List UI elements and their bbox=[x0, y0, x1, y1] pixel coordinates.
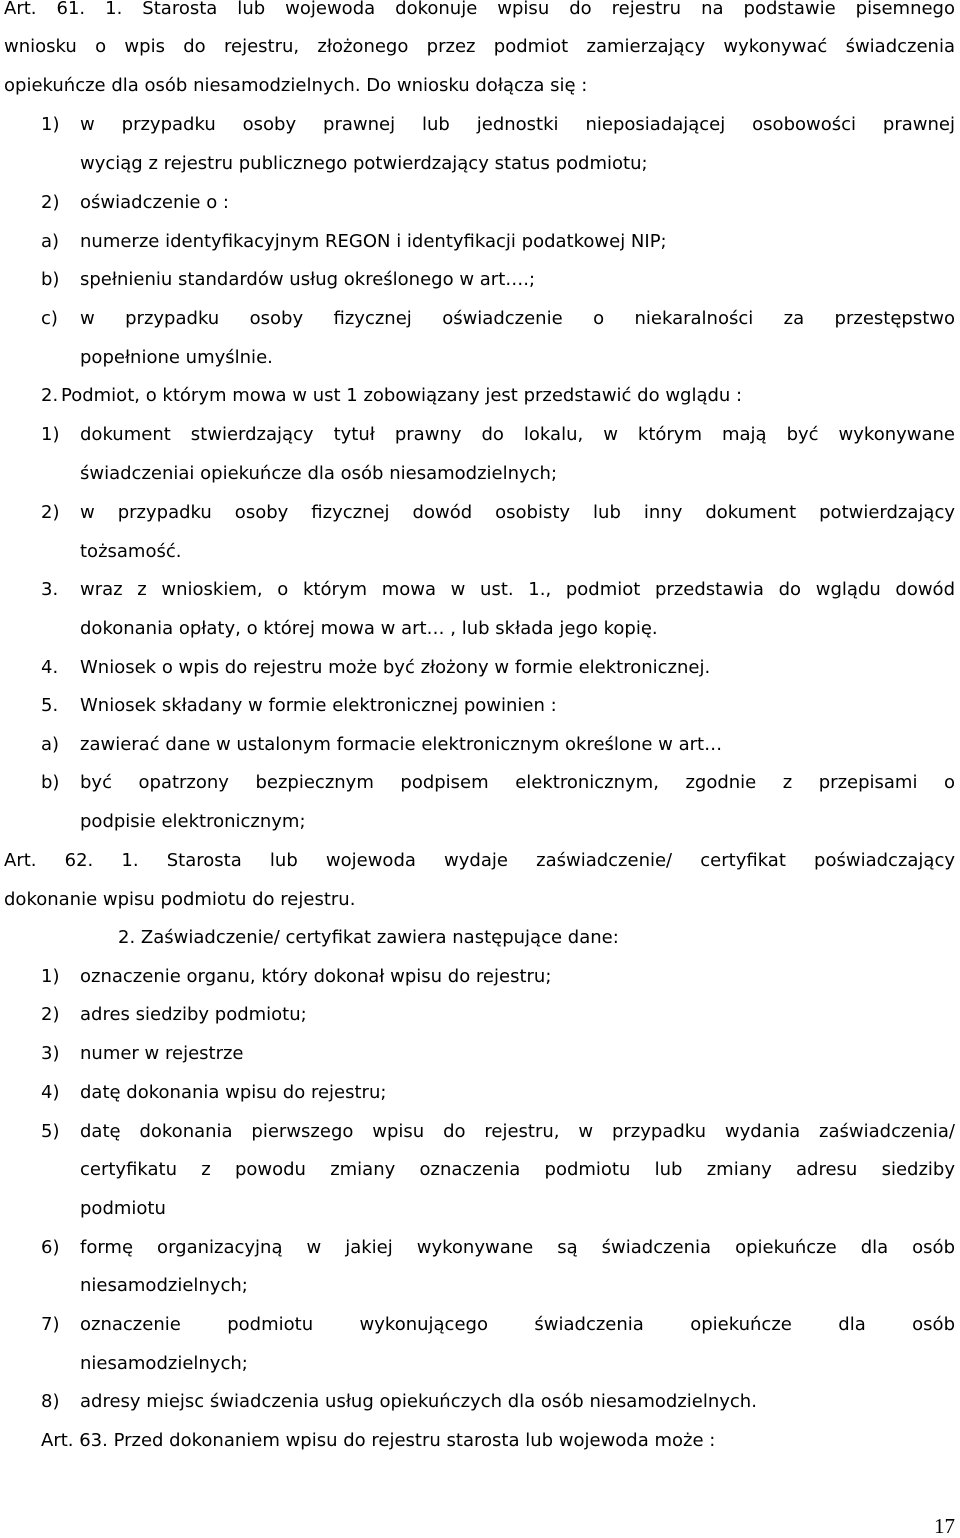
list-marker: 1) bbox=[41, 424, 60, 445]
list-marker: b) bbox=[41, 772, 60, 793]
line-text: opiekuńcze dla osób niesamodzielnych. Do wniosku dołącza się : bbox=[4, 75, 588, 96]
text-line bbox=[0, 152, 960, 176]
list-marker: 1) bbox=[41, 114, 60, 135]
page-number: 17 bbox=[934, 1514, 955, 1538]
line-text: adres siedziby podmiotu; bbox=[80, 1004, 307, 1025]
line-text: podpisie elektronicznym; bbox=[80, 811, 306, 832]
text-line bbox=[0, 1197, 960, 1221]
list-marker: b) bbox=[41, 269, 60, 290]
text-line bbox=[0, 1003, 960, 1027]
text-line bbox=[0, 1274, 960, 1298]
text-line bbox=[0, 230, 960, 254]
line-text: numer w rejestrze bbox=[80, 1043, 244, 1064]
line-text: 2. Zaświadczenie/ certyfikat zawiera następujące dane: bbox=[118, 927, 619, 948]
list-marker: 3) bbox=[41, 1043, 60, 1064]
text-line bbox=[0, 1236, 960, 1260]
text-line bbox=[0, 191, 960, 215]
text-line bbox=[0, 578, 960, 602]
text-line bbox=[0, 307, 960, 331]
text-line bbox=[0, 926, 960, 950]
text-line bbox=[0, 810, 960, 834]
text-line bbox=[0, 617, 960, 641]
line-text: oświadczenie o : bbox=[80, 192, 229, 213]
line-text: być opatrzony bezpiecznym podpisem elektronicznym, zgodnie z przepisami o bbox=[80, 772, 955, 793]
line-text: w przypadku osoby fizycznej oświadczenie o niekaralności za przestępstwo bbox=[80, 308, 955, 329]
line-text: datę dokonania wpisu do rejestru; bbox=[80, 1082, 387, 1103]
line-text: Wniosek składany w formie elektronicznej powinien : bbox=[80, 695, 557, 716]
line-text: Art. 62. 1. Starosta lub wojewoda wydaje zaświadczenie/ certyfikat poświadczający bbox=[4, 850, 955, 871]
text-line bbox=[0, 694, 960, 718]
line-text: dokonanie wpisu podmiotu do rejestru. bbox=[4, 889, 356, 910]
text-line bbox=[0, 113, 960, 137]
list-marker: 5) bbox=[41, 1121, 60, 1142]
line-text: niesamodzielnych; bbox=[80, 1353, 248, 1374]
line-text: w przypadku osoby prawnej lub jednostki nieposiadającej osobowości prawnej bbox=[80, 114, 955, 135]
list-marker: 8) bbox=[41, 1391, 60, 1412]
list-marker: 5. bbox=[41, 695, 59, 716]
text-line bbox=[0, 733, 960, 757]
list-marker: 2) bbox=[41, 192, 60, 213]
line-text: popełnione umyślnie. bbox=[80, 347, 273, 368]
text-line bbox=[0, 346, 960, 370]
list-marker: 3. bbox=[41, 579, 59, 600]
line-text: datę dokonania pierwszego wpisu do rejestru, w przypadku wydania zaświadczenia/ bbox=[80, 1121, 955, 1142]
list-marker: 2. bbox=[41, 385, 59, 406]
text-line bbox=[0, 888, 960, 912]
list-marker: a) bbox=[41, 231, 60, 252]
list-marker: c) bbox=[41, 308, 58, 329]
list-marker: 2) bbox=[41, 502, 60, 523]
text-line bbox=[0, 656, 960, 680]
text-line bbox=[0, 540, 960, 564]
text-line bbox=[0, 771, 960, 795]
text-line bbox=[0, 0, 960, 21]
line-text: podmiotu bbox=[80, 1198, 166, 1219]
line-text: adresy miejsc świadczenia usług opiekuńczych dla osób niesamodzielnych. bbox=[80, 1391, 757, 1412]
text-line bbox=[0, 501, 960, 525]
line-text: Art. 61. 1. Starosta lub wojewoda dokonuje wpisu do rejestru na podstawie pisemnego bbox=[4, 0, 955, 19]
line-text: dokument stwierdzający tytuł prawny do lokalu, w którym mają być wykonywane bbox=[80, 424, 955, 445]
line-text: numerze identyfikacyjnym REGON i identyfikacji podatkowej NIP; bbox=[80, 231, 667, 252]
line-text: niesamodzielnych; bbox=[80, 1275, 248, 1296]
text-line bbox=[0, 423, 960, 447]
list-marker: 2) bbox=[41, 1004, 60, 1025]
text-line bbox=[0, 965, 960, 989]
line-text: wraz z wnioskiem, o którym mowa w ust. 1., podmiot przedstawia do wglądu dowód bbox=[80, 579, 955, 600]
text-line bbox=[0, 1081, 960, 1105]
line-text: Podmiot, o którym mowa w ust 1 zobowiązany jest przedstawić do wglądu : bbox=[61, 385, 743, 406]
line-text: zawierać dane w ustalonym formacie elektronicznym określone w art… bbox=[80, 734, 723, 755]
text-line bbox=[0, 384, 960, 408]
list-marker: a) bbox=[41, 734, 60, 755]
text-line bbox=[0, 849, 960, 873]
list-marker: 7) bbox=[41, 1314, 60, 1335]
text-line bbox=[0, 1120, 960, 1144]
text-line bbox=[0, 462, 960, 486]
text-line bbox=[0, 1429, 960, 1453]
line-text: formę organizacyjną w jakiej wykonywane są świadczenia opiekuńcze dla osób bbox=[80, 1237, 955, 1258]
line-text: certyfikatu z powodu zmiany oznaczenia podmiotu lub zmiany adresu siedziby bbox=[80, 1159, 955, 1180]
text-line bbox=[0, 35, 960, 59]
line-text: świadczeniai opiekuńcze dla osób niesamodzielnych; bbox=[80, 463, 558, 484]
text-line bbox=[0, 1158, 960, 1182]
line-text: wniosku o wpis do rejestru, złożonego przez podmiot zamierzający wykonywać świadczenia bbox=[4, 36, 955, 57]
list-marker: 6) bbox=[41, 1237, 60, 1258]
line-text: dokonania opłaty, o której mowa w art… , lub składa jego kopię. bbox=[80, 618, 658, 639]
text-line bbox=[0, 268, 960, 292]
list-marker: 1) bbox=[41, 966, 60, 987]
text-line bbox=[0, 74, 960, 98]
line-text: oznaczenie organu, który dokonał wpisu do rejestru; bbox=[80, 966, 552, 987]
list-marker: 4. bbox=[41, 657, 59, 678]
text-line bbox=[0, 1352, 960, 1376]
line-text: Wniosek o wpis do rejestru może być złożony w formie elektronicznej. bbox=[80, 657, 711, 678]
line-text: w przypadku osoby fizycznej dowód osobisty lub inny dokument potwierdzający bbox=[80, 502, 955, 523]
text-line bbox=[0, 1313, 960, 1337]
line-text: spełnieniu standardów usług określonego w art….; bbox=[80, 269, 536, 290]
list-marker: 4) bbox=[41, 1082, 60, 1103]
text-line bbox=[0, 1390, 960, 1414]
line-text: oznaczenie podmiotu wykonującego świadczenia opiekuńcze dla osób bbox=[80, 1314, 955, 1335]
line-text: wyciąg z rejestru publicznego potwierdzający status podmiotu; bbox=[80, 153, 648, 174]
line-text: Art. 63. Przed dokonaniem wpisu do rejestru starosta lub wojewoda może : bbox=[41, 1430, 716, 1451]
text-line bbox=[0, 1042, 960, 1066]
line-text: tożsamość. bbox=[80, 541, 182, 562]
